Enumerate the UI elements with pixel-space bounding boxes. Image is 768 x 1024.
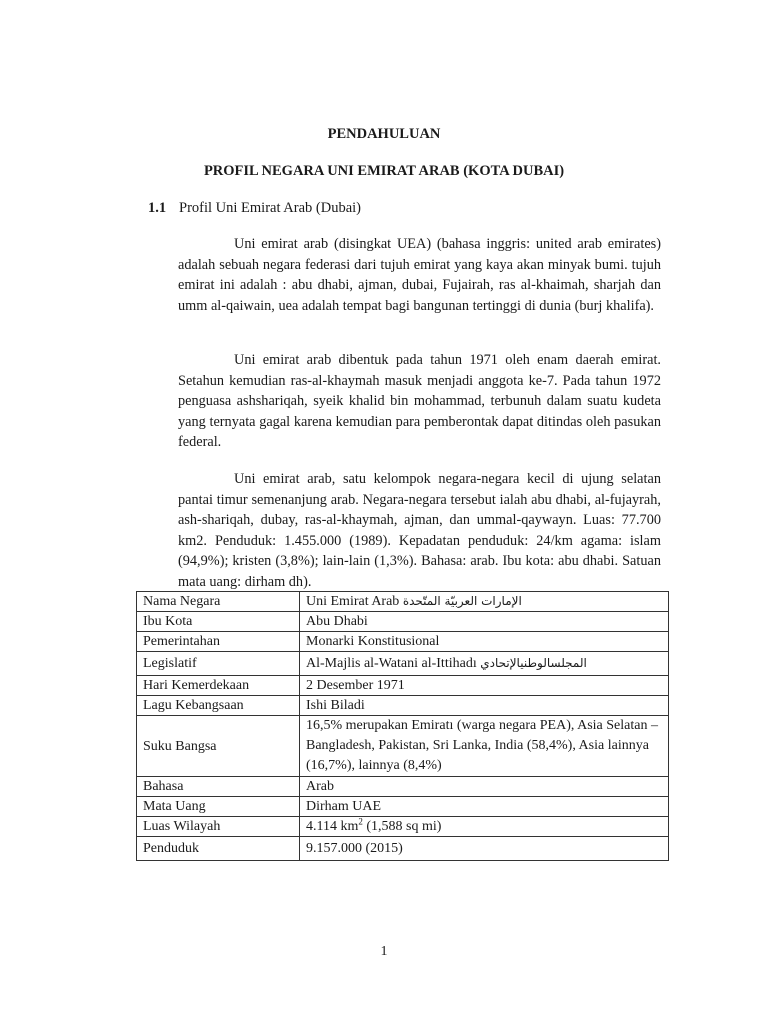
paragraph-2	[178, 350, 661, 453]
arabic-legislature: المجلسالوطنيالإتحادي	[480, 656, 587, 670]
table-value-suffix: (1,588 sq mi)	[362, 819, 442, 834]
paragraph-1-text: Uni emirat arab (disingkat UEA) (bahasa inggris: united arab emirates) adalah sebuah negara federasi dari tujuh emirat yang kaya akan minyak bumi. tujuh emirat ini adalah : abu dhabi, ajman, dubai, Fujairah, ras al-khaimah, sharjah dan umm al-qaiwain, uea adalah tempat bagi bangunan tertinggi di dunia (burj khalifa).	[178, 236, 661, 314]
table-value: Ishi Biladi	[300, 696, 669, 716]
document-subtitle: PROFIL NEGARA UNI EMIRAT ARAB (KOTA DUBAI)	[203, 163, 565, 179]
table-key: Luas Wilayah	[137, 817, 300, 837]
table-row	[137, 632, 669, 652]
paragraph-2-text: Uni emirat arab dibentuk pada tahun 1971 oleh enam daerah emirat. Setahun kemudian ras-al-khaymah masuk menjadi anggota ke-7. Pada tahun 1972 penguasa ashshariqah, syeik khalid bin mohammad, terbunuh dalam suatu kudeta yang ternyata gagal karena kemudian para pemberontak dapat ditindas oleh pasukan federal.	[178, 352, 661, 451]
table-value: 9.157.000 (2015)	[300, 837, 669, 861]
table-value-text: Uni Emirat Arab	[306, 594, 400, 609]
table-value: Arab	[300, 777, 669, 797]
table-row	[137, 777, 669, 797]
paragraph-1	[178, 234, 661, 316]
table-value-text: Al-Majlis al-Watani al-Ittihadı	[306, 656, 477, 671]
table-row	[137, 652, 669, 676]
table-row	[137, 592, 669, 612]
arabic-name: الإمارات العربيّة المتّحدة	[402, 594, 522, 608]
table-value	[300, 652, 669, 676]
section-number: 1.1	[148, 200, 167, 216]
table-key: Penduduk	[137, 837, 300, 861]
table-key: Ibu Kota	[137, 612, 300, 632]
table-row	[137, 612, 669, 632]
table-value: Monarki Konstitusional	[300, 632, 669, 652]
country-profile-table	[136, 591, 669, 861]
superscript: 2	[358, 816, 363, 827]
table-value-text: 4.114 km	[306, 819, 359, 834]
table-key: Legislatif	[137, 652, 300, 676]
table-value: 16,5% merupakan Emiratı (warga negara PEA), Asia Selatan – Bangladesh, Pakistan, Sri Lanka, India (58,4%), Asia lainnya (16,7%), lainnya (8,4%)	[300, 716, 669, 777]
table-value	[300, 592, 669, 612]
table-key: Mata Uang	[137, 797, 300, 817]
paragraph-3-text: Uni emirat arab, satu kelompok negara-negara kecil di ujung selatan pantai timur semenanjung arab. Negara-negara tersebut ialah abu dhabi, al-fujayrah, ash-shariqah, dubay, ras-al-khaymah, ajman, dan ummal-qaywayn. Luas: 77.700 km2. Penduduk: 1.455.000 (1989). Kepadatan penduduk: 24/km agama: islam (94,9%); kristen (3,8%); lain-lain (1,3%). Bahasa: arab. Ibu kota: abu dhabi. Satuan mata uang: dirham dh).	[178, 471, 661, 590]
table-row	[137, 837, 669, 861]
page-number: 1	[380, 944, 388, 959]
table-row	[137, 797, 669, 817]
table-value: Dirham UAE	[300, 797, 669, 817]
table-key: Hari Kemerdekaan	[137, 676, 300, 696]
document-title: PENDAHULUAN	[327, 126, 441, 142]
table-row	[137, 817, 669, 837]
table-key: Lagu Kebangsaan	[137, 696, 300, 716]
table-key: Bahasa	[137, 777, 300, 797]
section-title: Profil Uni Emirat Arab (Dubai)	[179, 200, 362, 216]
table-row	[137, 716, 669, 777]
table-value: Abu Dhabi	[300, 612, 669, 632]
paragraph-3	[178, 469, 661, 593]
table-value: 2 Desember 1971	[300, 676, 669, 696]
section-heading	[148, 200, 361, 217]
table-row	[137, 696, 669, 716]
table-row	[137, 676, 669, 696]
table-key: Pemerintahan	[137, 632, 300, 652]
table-value	[300, 817, 669, 837]
table-key: Suku Bangsa	[137, 716, 300, 777]
table-key: Nama Negara	[137, 592, 300, 612]
